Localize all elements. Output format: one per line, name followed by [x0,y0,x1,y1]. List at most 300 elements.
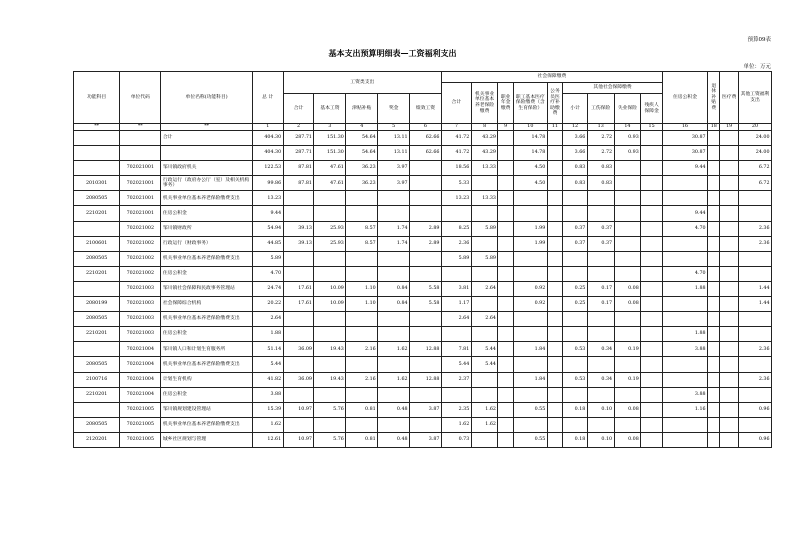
value-cell: 0.08 [614,281,641,296]
value-cell [738,327,771,342]
value-cell: 0.96 [738,402,771,417]
value-cell: 0.96 [738,432,771,447]
value-cell [283,266,314,281]
value-cell: 0.37 [563,221,588,236]
unit-name-cell: 邹川镇社会保障和民政事务管理站 [161,281,252,296]
value-cell: 24.74 [252,281,283,296]
value-cell [410,312,442,327]
value-cell: 5.76 [314,432,346,447]
value-cell: 4.70 [662,266,707,281]
value-cell: 0.17 [587,281,614,296]
value-cell: 0.84 [378,297,410,312]
value-cell: 24.00 [738,146,771,161]
value-cell: 41.72 [441,131,471,146]
value-cell [378,206,410,221]
value-cell [441,206,471,221]
value-cell [441,266,471,281]
value-cell: 0.73 [441,432,471,447]
index-cell: 13 [587,124,614,131]
value-cell: 9.44 [662,206,707,221]
value-cell [563,357,588,372]
value-cell [587,417,614,432]
value-cell: 18.56 [441,161,471,176]
value-cell [614,236,641,251]
value-cell [641,432,663,447]
value-cell [314,327,346,342]
value-cell [498,251,513,266]
value-cell [720,297,739,312]
func-code-cell: 2010301 [74,176,120,191]
value-cell [662,372,707,387]
value-cell: 62.66 [410,131,442,146]
value-cell [547,176,562,191]
value-cell [441,327,471,342]
value-cell [662,236,707,251]
value-cell: 4.50 [513,161,547,176]
value-cell [547,191,562,206]
header-medical-fee: 医疗费 [720,72,739,124]
table-row [74,221,772,236]
value-cell: 0.83 [563,176,588,191]
index-cell: 2 [283,124,314,131]
value-cell: 5.44 [441,357,471,372]
value-cell [641,206,663,221]
value-cell [720,372,739,387]
unit-name-cell: 机关事业单位基本养老保险缴费支出 [161,357,252,372]
value-cell: 2.64 [441,312,471,327]
value-cell: 0.19 [614,372,641,387]
value-cell [720,387,739,402]
header-unemployment: 失业保险 [614,94,641,124]
value-cell [738,357,771,372]
table-row [74,251,772,266]
value-cell [283,312,314,327]
value-cell: 2.36 [738,236,771,251]
value-cell [738,251,771,266]
value-cell: 1.84 [513,342,547,357]
value-cell: 1.62 [252,417,283,432]
value-cell [513,417,547,432]
table-row [74,236,772,251]
table-row [74,146,772,161]
value-cell: 3.66 [563,131,588,146]
unit-code-cell: 702021002 [120,251,161,266]
header-housing-fund: 住房公积金 [662,72,707,124]
value-cell: 0.92 [513,297,547,312]
header-other-social-group: 其他社会保障缴费 [563,83,663,94]
value-cell [587,266,614,281]
value-cell [641,417,663,432]
unit-code-cell: 702021001 [120,161,161,176]
value-cell [410,417,442,432]
table-row [74,312,772,327]
value-cell [441,387,471,402]
value-cell [378,191,410,206]
value-cell: 3.97 [378,161,410,176]
value-cell: 13.33 [471,161,498,176]
value-cell: 0.81 [346,402,378,417]
value-cell [498,402,513,417]
value-cell: 10.97 [283,402,314,417]
value-cell [641,372,663,387]
value-cell [738,312,771,327]
unit-code-cell: 702021005 [120,402,161,417]
value-cell: 1.99 [513,221,547,236]
value-cell [547,251,562,266]
value-cell [498,236,513,251]
value-cell [662,176,707,191]
value-cell [471,266,498,281]
value-cell [513,251,547,266]
value-cell: 0.84 [378,281,410,296]
unit-code-cell: 702021004 [120,387,161,402]
unit-name-cell: 合计 [161,131,252,146]
value-cell: 0.18 [563,402,588,417]
value-cell: 1.44 [738,297,771,312]
func-code-cell: 2210201 [74,206,120,221]
value-cell [708,357,720,372]
value-cell [410,191,442,206]
value-cell [378,387,410,402]
value-cell [314,417,346,432]
unit-code-cell: 702021001 [120,206,161,221]
value-cell: 0.08 [614,402,641,417]
value-cell: 404.30 [252,146,283,161]
value-cell: 1.62 [378,372,410,387]
value-cell: 43.29 [471,146,498,161]
value-cell [614,221,641,236]
table-row [74,432,772,447]
header-disability: 残疾人保障金 [641,94,663,124]
value-cell [587,357,614,372]
value-cell [498,206,513,221]
value-cell [587,251,614,266]
value-cell: 3.66 [563,146,588,161]
value-cell: 24.00 [738,131,771,146]
unit-code-cell: 702021004 [120,372,161,387]
value-cell: 151.30 [314,131,346,146]
value-cell: 8.25 [441,221,471,236]
value-cell: 4.50 [513,176,547,191]
index-cell: ** [161,124,252,131]
value-cell: 15.39 [252,402,283,417]
value-cell [708,342,720,357]
value-cell [498,357,513,372]
value-cell: 1.62 [378,342,410,357]
value-cell: 4.70 [662,221,707,236]
value-cell [378,266,410,281]
value-cell: 0.10 [587,432,614,447]
value-cell: 0.55 [513,432,547,447]
value-cell: 12.88 [410,372,442,387]
unit-name-cell: 城乡社区规划与管理 [161,432,252,447]
value-cell [614,357,641,372]
value-cell [662,432,707,447]
value-cell: 9.44 [662,161,707,176]
value-cell [346,266,378,281]
page-title: 基本支出预算明细表—工资福利支出 [328,48,457,58]
unit-name-cell: 计划生育机构 [161,372,252,387]
value-cell: 5.58 [410,281,442,296]
header-social-subtotal: 合计 [441,83,471,124]
value-cell [708,221,720,236]
unit-name-cell [161,146,252,161]
value-cell [498,342,513,357]
func-code-cell [74,342,120,357]
value-cell [720,266,739,281]
value-cell: 41.72 [441,146,471,161]
value-cell [708,432,720,447]
value-cell: 3.88 [662,387,707,402]
value-cell [641,281,663,296]
value-cell: 10.09 [314,281,346,296]
value-cell [708,281,720,296]
value-cell [641,161,663,176]
value-cell: 2.72 [587,131,614,146]
value-cell: 13.23 [441,191,471,206]
func-code-cell: 2080505 [74,312,120,327]
func-code-cell [74,131,120,146]
func-code-cell: 2120201 [74,432,120,447]
value-cell: 12.61 [252,432,283,447]
value-cell: 0.93 [614,146,641,161]
unit-name-cell: 邹川镇规划建设管理站 [161,402,252,417]
index-cell: ** [120,124,161,131]
value-cell: 287.71 [283,146,314,161]
unit-code-cell: 702021004 [120,342,161,357]
value-cell [720,281,739,296]
func-code-cell: 2210201 [74,327,120,342]
header-subtotal: 合计 [283,94,314,124]
value-cell [720,402,739,417]
func-code-cell [74,402,120,417]
value-cell: 1.62 [441,417,471,432]
value-cell [498,417,513,432]
value-cell: 0.55 [513,402,547,417]
value-cell [614,161,641,176]
value-cell: 5.33 [441,176,471,191]
value-cell: 1.16 [662,402,707,417]
header-other-salary: 其他工资福利支出 [738,72,771,124]
value-cell [641,221,663,236]
value-cell [708,402,720,417]
unit-code-cell [120,131,161,146]
index-cell: 10 [513,124,547,131]
value-cell: 5.89 [441,251,471,266]
value-cell: 20.22 [252,297,283,312]
value-cell [614,312,641,327]
unit-name-cell: 邹川镇人口和计划生育服务所 [161,342,252,357]
value-cell [547,417,562,432]
value-cell [708,327,720,342]
value-cell: 3.81 [441,281,471,296]
value-cell [563,251,588,266]
value-cell [498,281,513,296]
value-cell: 43.29 [471,131,498,146]
value-cell: 5.44 [471,357,498,372]
header-pension: 机关事业单位基本养老保险缴费 [471,83,498,124]
value-cell: 3.97 [378,176,410,191]
index-cell: 4 [346,124,378,131]
unit-code-cell: 702021005 [120,417,161,432]
unit-code-cell: 702021003 [120,281,161,296]
value-cell [410,161,442,176]
value-cell: 0.81 [346,432,378,447]
value-cell: 0.34 [587,342,614,357]
value-cell: 7.81 [441,342,471,357]
value-cell [498,221,513,236]
value-cell [547,131,562,146]
value-cell: 0.17 [587,297,614,312]
value-cell: 5.89 [471,221,498,236]
func-code-cell: 2080505 [74,357,120,372]
value-cell: 2.37 [441,372,471,387]
value-cell [346,417,378,432]
value-cell: 1.88 [662,281,707,296]
value-cell [708,131,720,146]
unit-code-cell: 702021002 [120,266,161,281]
value-cell [708,251,720,266]
value-cell [641,342,663,357]
unit-code-cell: 702021002 [120,221,161,236]
value-cell [720,251,739,266]
value-cell [708,236,720,251]
unit-name-cell: 行政运行（财政事务） [161,236,252,251]
value-cell [471,297,498,312]
value-cell: 13.11 [378,146,410,161]
header-medical: 职工基本医疗保险缴费（含生育保险） [513,83,547,124]
value-cell [708,417,720,432]
table-row [74,206,772,221]
value-cell: 39.13 [283,236,314,251]
value-cell [498,146,513,161]
value-cell [708,387,720,402]
table-row [74,327,772,342]
value-cell: 2.16 [346,342,378,357]
value-cell [547,206,562,221]
func-code-cell: 2210201 [74,266,120,281]
value-cell [720,327,739,342]
index-cell: 9 [498,124,513,131]
value-cell: 12.88 [410,342,442,357]
value-cell: 25.93 [314,236,346,251]
value-cell [708,297,720,312]
value-cell: 1.88 [252,327,283,342]
value-cell: 1.74 [378,221,410,236]
value-cell: 1.74 [378,236,410,251]
table-row [74,372,772,387]
value-cell: 5.89 [252,251,283,266]
value-cell [378,327,410,342]
value-cell [662,357,707,372]
value-cell: 13.11 [378,131,410,146]
value-cell [587,327,614,342]
value-cell [346,327,378,342]
value-cell: 47.61 [314,176,346,191]
value-cell [283,417,314,432]
value-cell: 2.89 [410,236,442,251]
value-cell: 2.64 [471,281,498,296]
table-row [74,176,772,191]
value-cell: 6.72 [738,176,771,191]
value-cell: 17.61 [283,297,314,312]
value-cell [563,266,588,281]
value-cell [641,176,663,191]
value-cell [547,312,562,327]
value-cell: 36.09 [283,342,314,357]
value-cell [314,312,346,327]
unit-name-cell: 邹川镇财政所 [161,221,252,236]
header-allowance: 津贴补贴 [346,94,378,124]
value-cell: 8.57 [346,236,378,251]
value-cell [547,387,562,402]
value-cell [547,146,562,161]
value-cell [708,146,720,161]
table-row [74,417,772,432]
unit-code-cell [120,146,161,161]
value-cell: 1.44 [738,281,771,296]
value-cell [410,266,442,281]
value-cell: 2.36 [738,221,771,236]
value-cell [641,357,663,372]
value-cell: 54.94 [252,221,283,236]
value-cell: 2.64 [471,312,498,327]
value-cell [410,206,442,221]
header-annuity: 职业年金缴费 [498,83,513,124]
unit-name-cell: 机关事业单位基本养老保险缴费支出 [161,191,252,206]
value-cell [346,387,378,402]
value-cell [547,221,562,236]
func-code-cell [74,146,120,161]
value-cell: 5.58 [410,297,442,312]
value-cell [471,432,498,447]
value-cell: 17.61 [283,281,314,296]
value-cell [283,206,314,221]
value-cell [720,236,739,251]
header-total: 总 计 [252,72,283,124]
form-code: 预算09表 [747,37,771,43]
index-row [74,124,772,131]
value-cell: 122.53 [252,161,283,176]
value-cell [641,236,663,251]
index-cell: 3 [314,124,346,131]
value-cell [513,191,547,206]
unit-label: 单位：万元 [743,64,771,70]
value-cell [314,357,346,372]
value-cell: 0.37 [563,236,588,251]
value-cell [662,312,707,327]
unit-name-cell: 行政运行（政府办公厅（室）及相关机构事务） [161,176,252,191]
value-cell [471,236,498,251]
value-cell [720,357,739,372]
value-cell [283,251,314,266]
header-unit-code: 单位代码 [120,72,161,124]
value-cell [513,266,547,281]
value-cell [498,176,513,191]
index-cell: 8 [471,124,498,131]
value-cell: 3.87 [410,402,442,417]
value-cell [614,266,641,281]
index-cell: 7 [441,124,471,131]
unit-code-cell: 702021003 [120,312,161,327]
value-cell [498,387,513,402]
table-row [74,387,772,402]
value-cell [641,402,663,417]
value-cell: 5.89 [471,251,498,266]
value-cell [738,206,771,221]
value-cell [614,417,641,432]
value-cell: 2.72 [587,146,614,161]
